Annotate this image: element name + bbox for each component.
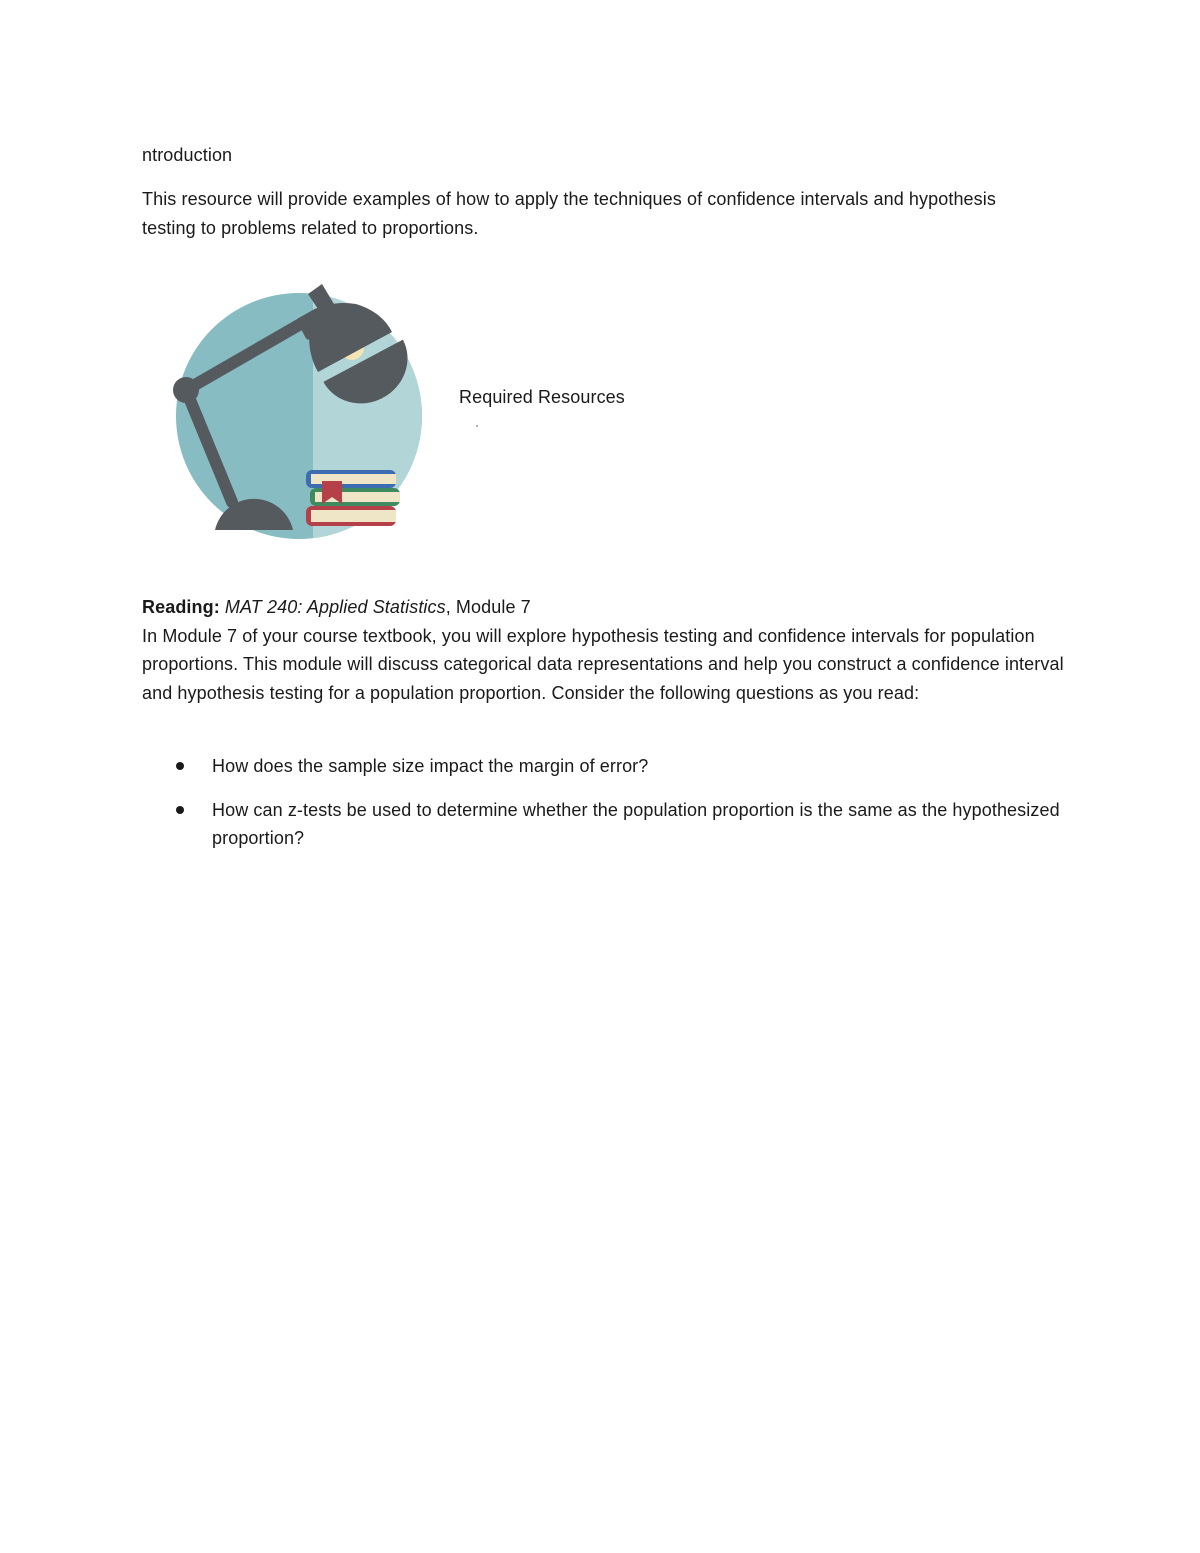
books-icon [306, 470, 400, 526]
list-item [142, 752, 1072, 781]
question-list [142, 752, 1072, 868]
intro-paragraph: This resource will provide examples of how to apply the techniques of confidence intervals and hypothesis testing to problems related to proportions. [142, 189, 996, 238]
reading-citation [142, 593, 1072, 622]
reading-section [142, 593, 1072, 707]
question-text: How can z-tests be used to determine whether the population proportion is the same as the hypothesized proportion? [212, 799, 1060, 848]
reading-paragraph: In Module 7 of your course textbook, you will explore hypothesis testing and confidence intervals for population proportions. This module will discuss categorical data representations and help you construct a confidence interval and hypothesis testing for a population proportion. Consider the following questions as you read: [142, 625, 1064, 703]
reading-title: MAT 240: Applied Statistics [224, 597, 446, 617]
bullet-icon [176, 762, 184, 770]
intro-heading: ntroduction [142, 145, 233, 165]
question-text: How does the sample size impact the margin of error? [212, 756, 649, 776]
lamp-joint [173, 377, 199, 403]
reading-module: , Module 7 [445, 597, 531, 617]
list-item [142, 796, 1072, 853]
stray-mark [476, 425, 478, 427]
required-resources-heading: Required Resources [459, 387, 625, 407]
desk-lamp-icon [160, 276, 440, 546]
bullet-icon [176, 806, 184, 814]
reading-label: Reading: [142, 597, 220, 617]
